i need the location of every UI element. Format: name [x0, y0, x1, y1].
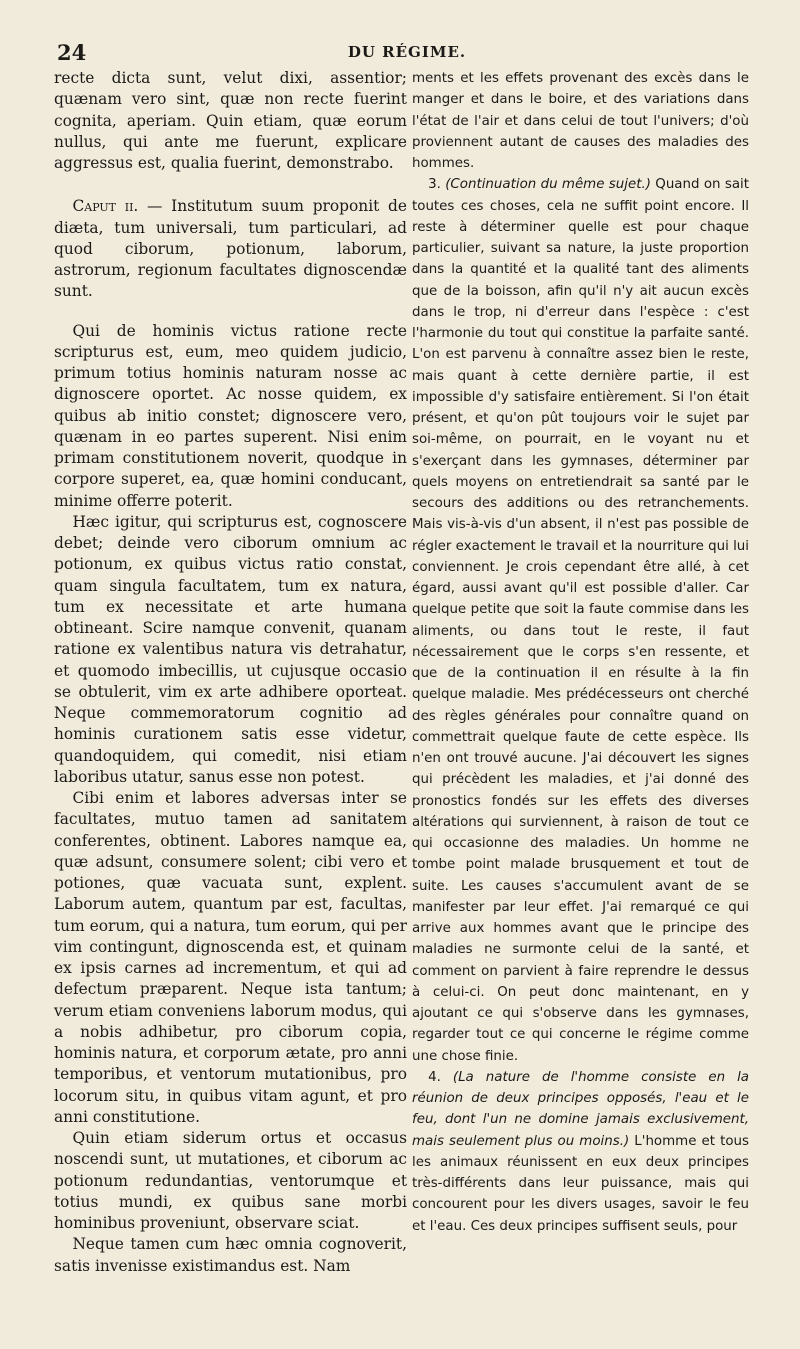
latin-paragraph: Qui de hominis victus ratione recte scripturus est, eum, meo quidem judicio, primum totius hominis naturam nosse ac dignoscere oportet. Ac nosse quidem, ex quibus ab initio constet; dignoscere vero, quænam in eo partes superent. Nisi enim primam constitutionem noverit, quodque in corpore superet, ea, quæ homini conducant, minime offerre poterit.	[54, 321, 407, 510]
latin-paragraph: Neque tamen cum hæc omnia cognoverit, satis invenisse existimandus est. Nam	[54, 1235, 407, 1275]
latin-paragraph: Cibi enim et labores adversas inter se facultates, mutuo tamen ad sanitatem conferentes, obtinent. Labores namque ea, quæ adsunt, consumere solent; cibi vero et potiones, quæ vacuata sunt, explent. Laborum autem, quantum par est, facultas, tum eorum, qui a natura, tum eorum, qui per vim contingunt, dignoscenda est, et quinam ex ipsis carnes ad incrementum, et qui ad defectum præparent. Neque ista tantum; verum etiam conveniens laborum modus, qui a nobis adhibetur, pro ciborum copia, hominis natura, et corporum ætate, pro anni temporibus, et ventorum mutationibus, pro locorum situ, in quibus vitam agunt, et pro anni constitutione.	[54, 789, 407, 1126]
running-title: DU RÉGIME.	[347, 43, 467, 61]
latin-paragraph: recte dicta sunt, velut dixi, assentior; quænam vero sint, quæ non recte fuerint cognita, aperiam. Quin etiam, quæ eorum nullus, qui ante me fuerunt, explicare aggressus est, qualia fuerint, demonstrabo.	[54, 69, 407, 172]
french-paragraph: ments et les effets provenant des excès dans le manger et dans le boire, et des variations dans l'état de l'air et dans celui de tout l'univers; d'où proviennent autant de causes des maladies des hommes.	[412, 71, 749, 171]
page-number: 24	[57, 40, 87, 65]
caput-label: Caput ii.	[72, 197, 139, 216]
latin-paragraph: Quin etiam siderum ortus et occasus noscendi sunt, ut mutationes, et ciborum ac potionum redundantias, ventorumque et totius mundi, ex quibus sane morbi hominibus proveniunt, observare sciat.	[54, 1129, 407, 1232]
caput-heading-paragraph	[54, 196, 407, 302]
section-number: 3.	[428, 177, 441, 193]
french-section-3	[412, 174, 749, 1067]
section-number: 4.	[428, 1069, 441, 1085]
section-title: (La nature de l'homme consiste en la réunion de deux principes opposés, l'eau et le feu, dont l'un ne domine jamais exclusivement, mais seulement plus ou moins.)	[412, 1069, 749, 1149]
latin-column	[54, 68, 407, 1277]
section-text: L'homme et tous les animaux réunissent en eux deux principes très-différents dans leur puissance, mais qui concourent pour les divers usages, savoir le feu et l'eau. Ces deux principes suffisent seuls, pour	[412, 1133, 750, 1234]
latin-paragraph: Hæc igitur, qui scripturus est, cognoscere debet; deinde vero ciborum omnium ac potionum, ex quibus victus ratio constat, quam singula facultatem, tum ex natura, tum ex necessitate et arte humana obtineant. Scire namque convenit, quanam ratione ex valentibus natura vis detrahatur, et quomodo imbecillis, ut cujusque occasio se obtulerit, vim ex arte adhibere oporteat. Neque commemoratorum cognitio ad hominis curationem satis esse videtur, quandoquidem, qui comedit, nisi etiam laboribus utatur, sanus esse non potest.	[54, 512, 407, 786]
section-title: (Continuation du même sujet.)	[445, 177, 651, 193]
french-section-4	[412, 1067, 749, 1237]
caput-summary: — Institutum suum proponit de diæta, tum universali, tum particulari, ad quod ciborum, potionum, laborum, astrorum, regionum facultates dignoscendæ sunt.	[54, 197, 407, 301]
french-column	[412, 68, 749, 1237]
page-header	[57, 40, 757, 66]
section-text: Quand on sait toutes ces choses, cela ne suffit point encore. Il reste à déterminer quelle est pour chaque particulier, suivant sa nature, la juste proportion dans la quantité et la qualité tant des aliments que de la boisson, afin qu'il n'y ait aucun excès dans le trop, ni d'erreur dans l'espèce : c'est l'harmonie du tout qui constitue la parfaite santé. L'on est parvenu à connaître assez bien le reste, mais quant à cette dernière partie, il est impossible d'y satisfaire entièrement. Si l'on était présent, et qu'on pût toujours voir le sujet par soi-même, on pourrait, en le voyant nu et s'exerçant dans les gymnases, déterminer par quels moyens on entretiendrait sa santé par le secours des additions ou des retranchements. Mais vis-à-vis d'un absent, il n'est pas possible de régler exactement le travail et la nourriture qui lui conviennent. Je crois cependant être allé, à cet égard, aussi avant qu'il est possible d'aller. Car quelque petite que soit la faute commise dans les aliments, ou dans tout le reste, il faut nécessairement que le corps s'en ressente, et que de la continuation il en résulte à la fin quelque maladie. Mes prédécesseurs ont cherché des règles générales pour connaître quand on commettrait quelque faute de cette espèce. Ils n'en ont trouvé aucune. J'ai découvert les signes qui précèdent les maladies, et j'ai donné des pronostics fondés sur les effets des diverses altérations qui surviennent, à raison de tout ce qui occasionne des maladies. Un homme ne tombe point malade brusquement et tout de suite. Les causes s'accumulent avant de se manifester par leur effet. J'ai remarqué ce qui arrive aux hommes avant que le principe des maladies ne surmonte celui de la santé, et comment on parvient à faire reprendre le dessus à celui-ci. On peut donc maintenant, en y ajoutant ce qui s'observe dans les gymnases, regarder tout ce qui concerne le régime comme une chose finie.	[412, 177, 749, 1064]
